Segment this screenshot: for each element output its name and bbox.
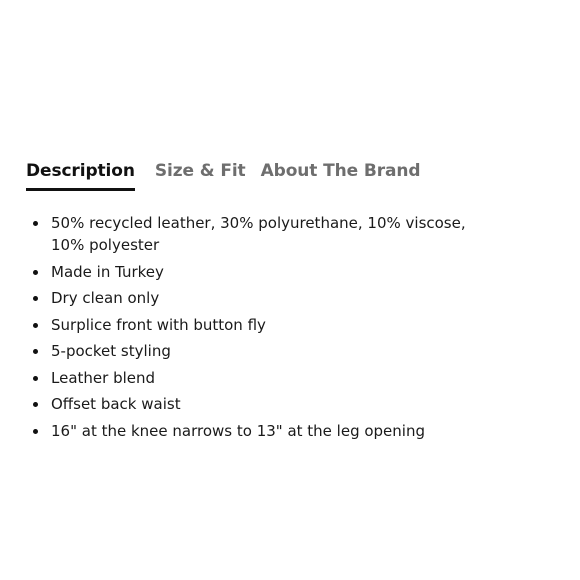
product-info-tabs [26,158,440,191]
list-item: Surplice front with button fly [28,314,498,336]
list-item: Made in Turkey [28,261,498,283]
list-item: 50% recycled leather, 30% polyurethane, 10% viscose, 10% polyester [28,212,498,256]
list-item: Dry clean only [28,287,498,309]
list-item: 16" at the knee narrows to 13" at the leg opening [28,420,498,442]
list-item: Offset back waist [28,393,498,415]
list-item: Leather blend [28,367,498,389]
tab-description[interactable]: Description [26,158,135,191]
tab-size-fit[interactable]: Size & Fit [154,161,246,181]
tab-about-brand[interactable]: About The Brand [260,161,421,181]
list-item: 5-pocket styling [28,340,498,362]
product-details-list [28,212,498,446]
